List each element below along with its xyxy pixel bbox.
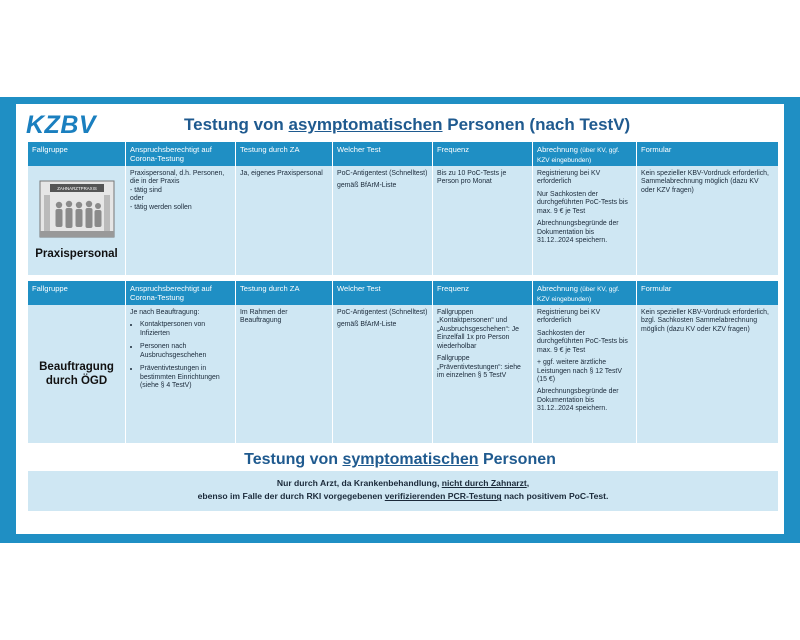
cell-abrechnung: Registrierung bei KV erforderlich Sachkosten der durchgeführten PoC-Tests bis max. 9 € je Test + ggf. weitere ärztliche Leistungen nach § 12 TestV (15 €) Abrechnungsbegründe der Dokumentation bis 31.12..2024 speichern. xyxy=(533,305,637,443)
svg-text:ZAHNARZTPRAXIS: ZAHNARZTPRAXIS xyxy=(56,186,97,192)
kzbv-logo: KZBV xyxy=(26,111,97,139)
header-anspruch: Anspruchsberechtigt auf Corona-Testung xyxy=(126,142,236,166)
table-header-2 xyxy=(28,281,778,305)
cell-abrechnung: Registrierung bei KV erforderlich Nur Sachkosten der durchgeführten PoC-Tests bis max. 9 € je Test Abrechnungsbegründe der Dokumentation bis 31.12..2024 speichern. xyxy=(533,166,637,275)
slide-frame xyxy=(0,97,800,543)
table-row xyxy=(28,166,778,275)
cell-fallgruppe xyxy=(28,305,126,443)
header-frequenz: Frequenz xyxy=(433,142,533,166)
header-fallgruppe: Fallgruppe xyxy=(28,281,126,305)
cell-durch: Im Rahmen der Beauftragung xyxy=(236,305,333,443)
cell-formular: Kein spezieller KBV-Vordruck erforderlich, Sammelabrechnung möglich (dazu KV oder KZV fragen) xyxy=(641,170,769,194)
cell-test: PoC-Antigentest (Schnelltest) gemäß BfArM-Liste xyxy=(333,305,433,443)
header-abrechnung: Abrechnung (über KV, ggf. KZV eingebunden) xyxy=(533,281,637,305)
slide xyxy=(16,104,784,534)
header-frequenz: Frequenz xyxy=(433,281,533,305)
info-line-2: ebenso im Falle der durch RKI vorgegebenen verifizierenden PCR-Testung nach positivem PoC-Test. xyxy=(197,491,609,502)
header-test: Welcher Test xyxy=(333,281,433,305)
header-formular: Formular xyxy=(641,145,672,154)
cell-fallgruppe xyxy=(28,166,126,275)
category-label: Beauftragung durch ÖGD xyxy=(39,360,114,387)
header-durch: Testung durch ZA xyxy=(236,142,333,166)
header-formular: Formular xyxy=(641,284,672,293)
header-test: Welcher Test xyxy=(333,142,433,166)
header-abrechnung: Abrechnung (über KV, ggf. KZV eingebunden) xyxy=(533,142,637,166)
cell-frequenz: Bis zu 10 PoC-Tests je Person pro Monat xyxy=(433,166,533,275)
table-row xyxy=(28,305,778,443)
dental-practice-icon xyxy=(38,179,116,239)
header-durch: Testung durch ZA xyxy=(236,281,333,305)
info-line-1: Nur durch Arzt, da Krankenbehandlung, nicht durch Zahnarzt, xyxy=(276,478,530,488)
cell-formular: Kein spezieller KBV-Vordruck erforderlich, bzgl. Sachkosten Sammelabrechnung möglich (dazu KV oder KZV fragen) xyxy=(641,309,769,333)
section-title: Testung von symptomatischen Personen xyxy=(244,451,556,468)
cell-anspruch: Praxispersonal, d.h. Personen, die in der Praxis - tätig sind oder - tätig werden sollen xyxy=(126,166,236,275)
header-fallgruppe: Fallgruppe xyxy=(28,142,126,166)
cell-anspruch: Je nach Beauftragung: • Kontaktpersonen von Infizierten • Personen nach Ausbruchsgeschehen • Präventivtestungen in bestimmten Einrichtungen (siehe § 4 TestV) xyxy=(126,305,236,443)
symptomatic-info-box xyxy=(28,471,778,511)
table-header-1 xyxy=(28,142,778,166)
header-anspruch: Anspruchsberechtigt auf Corona-Testung xyxy=(126,281,236,305)
page-title: Testung von asymptomatischen Personen (nach TestV) xyxy=(184,115,631,134)
cell-test: PoC-Antigentest (Schnelltest) gemäß BfArM-Liste xyxy=(333,166,433,275)
category-label: Praxispersonal xyxy=(35,248,118,261)
cell-durch: Ja, eigenes Praxispersonal xyxy=(236,166,333,275)
cell-frequenz: Fallgruppen „Kontaktpersonen“ und „Ausbruchsgeschehen“: Je Einzelfall 1x pro Person wiederholbar Fallgruppe „Präventivtestungen“: siehe im einzelnen § 5 TestV xyxy=(433,305,533,443)
